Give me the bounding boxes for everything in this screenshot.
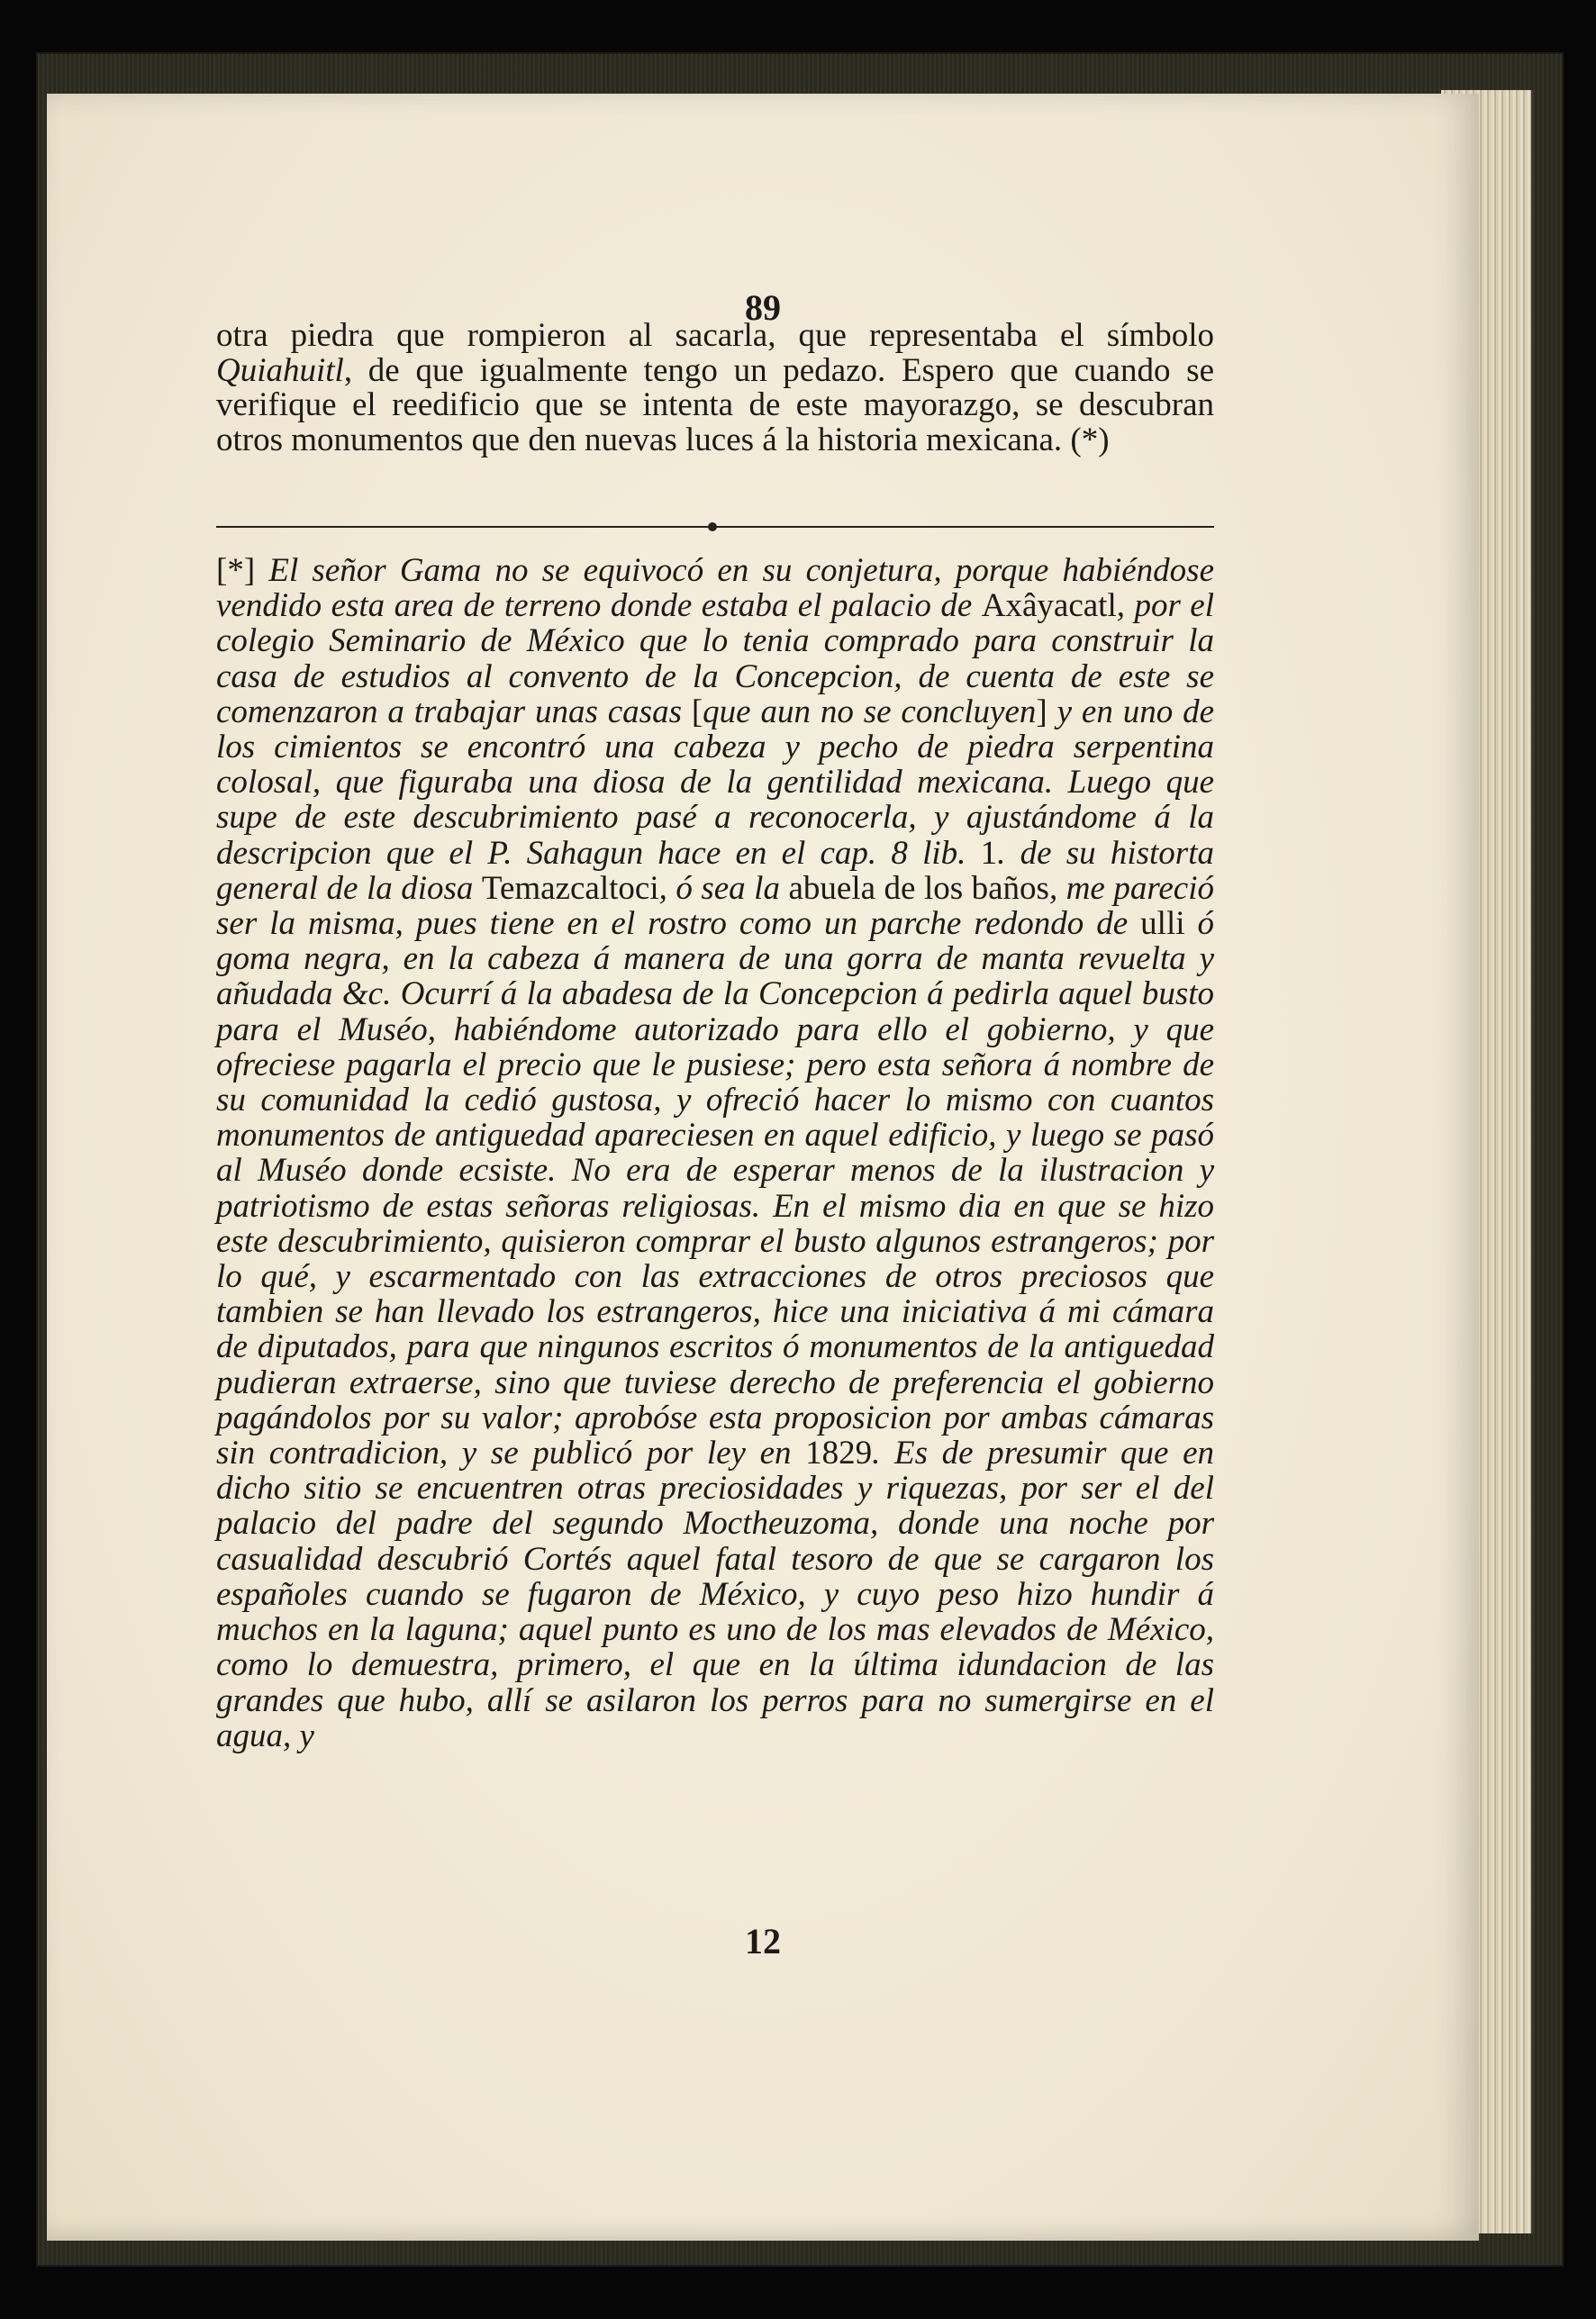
footnote-text: ó goma negra, en la cabeza á manera de una gorra de manta revuelta y añudada &c. Ocurrí á la abadesa de la Concepcion á pedirla aquel busto para el Muséo, habiéndome autorizado para ello el gobierno, y que ofreciese pagarla el precio que le pusiese; pero esta señora á nombre de su comunidad la cedió gustosa, y ofreció hacer lo mismo con cuantos monumentos de antiguedad apareciesen en aquel edificio, y luego se pasó al Muséo donde ecsiste. No era de esperar menos de la ilustracion y patriotismo de estas señoras religiosas. En el mismo dia en que se hizo este descubrimiento, quisieron comprar el busto algunos estrangeros; por lo qué, y escarmentado con las extracciones de otros preciosos que tambien se han llevado los estrangeros, hice una iniciativa á mi cámara de diputados, para que ningunos escritos ó monumentos de la antiguedad pudieran extraerse, sino que tuviese derecho de preferencia el gobierno pagándolos por su valor; aprobóse esta proposicion por ambas cámaras sin contradicion, y se publicó por ley en (216, 905, 1215, 1472)
footnote-text: , por el colegio Seminario de México que lo tenia comprado para construir la casa de estudios al convento de la Concepcion, de cuenta de este se comenzaron a trabajar unas casas (216, 587, 1214, 730)
footnote-upright-text: Axâyacatl (981, 587, 1117, 625)
footnote-text: . Es de presumir que en dicho sitio se encuentren otras preciosidades y riquezas, por ser el del palacio del padre del segundo Moctheuzoma, donde una noche por casualidad descubrió Cortés aquel fatal tesoro de que se cargaron los españoles cuando se fugaron de México, y cuyo peso hizo hundir á muchos en la laguna; aquel punto es uno de los mas elevados de México, como lo demuestra, primero, el que en la última idundacion de las grandes que hubo, allí se asilaron los perros para no sumergirse en el agua, y (216, 1435, 1214, 1754)
footnote-marker: [*] (216, 552, 256, 589)
main-text-part: otra piedra que rompieron al sacarla, que representaba el símbolo (216, 317, 1214, 354)
footnote-text: . de su historta general de la diosa (216, 834, 1214, 907)
footnote-text: , ó sea la (658, 869, 789, 907)
footnote-divider (216, 526, 1214, 528)
footnote-upright-text: 1 (980, 834, 998, 872)
footnote-upright-text: 1829 (805, 1435, 873, 1472)
main-text-italic: Quiahuitl (216, 351, 344, 389)
signature-mark: 12 (745, 1921, 781, 1961)
footnote-paragraph (216, 553, 1214, 1753)
footnote-text: , me pareció ser la misma, pues tiene en el rostro como un parche redondo de (216, 869, 1215, 943)
main-paragraph (216, 319, 1214, 457)
footnote-text: El señor Gama no se equivocó en su conjetura, porque habiéndose vendido esta area de terreno donde estaba el palacio de (216, 552, 1214, 625)
footnote-upright-text: ulli (1140, 905, 1185, 943)
footnote-bracket: ] (1036, 693, 1047, 730)
footnote-text: que aun no se concluyen (703, 693, 1037, 730)
footnote-text: y en uno de los cimientos se encontró una cabeza y pecho de piedra serpentina colosal, que figuraba una diosa de la gentilidad mexicana. Luego que supe de este descubrimiento pasé a reconocerla, y ajustándome á la descripcion que el P. Sahagun hace en el cap. 8 lib. (216, 693, 1214, 872)
footnote-upright-text: abuela de los baños (788, 869, 1049, 907)
divider-ornament (708, 522, 717, 531)
footnote-bracket: [ (691, 693, 703, 730)
book-page (47, 94, 1479, 2241)
page-number: 89 (745, 287, 781, 328)
main-text-part: , de que igualmente tengo un pedazo. Espero que cuando se verifique el reedificio que se intenta de este mayorazgo, se descubran otros monumentos que den nuevas luces á la historia mexicana. (*) (216, 351, 1214, 458)
footnote-upright-text: Temazcaltoci (481, 869, 659, 907)
